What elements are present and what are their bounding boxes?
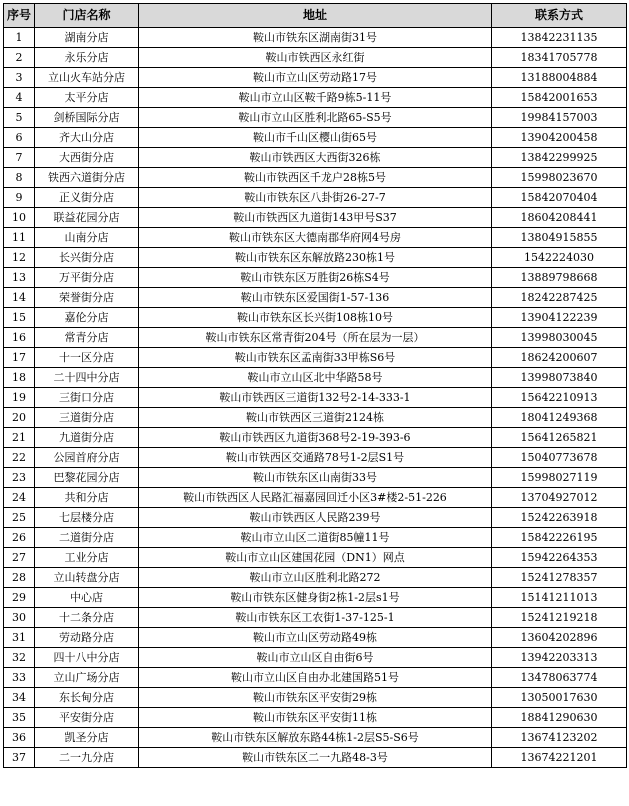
cell-store-name: 工业分店 <box>35 548 139 568</box>
cell-address: 鞍山市铁东区健身街2栋1-2层s1号 <box>139 588 492 608</box>
table-row <box>4 648 627 668</box>
cell-phone: 15842226195 <box>492 528 627 548</box>
cell-no: 36 <box>4 728 35 748</box>
table-row <box>4 328 627 348</box>
cell-address: 鞍山市铁东区大德南郡华府网4号房 <box>139 228 492 248</box>
cell-phone: 15998027119 <box>492 468 627 488</box>
cell-phone: 13942203313 <box>492 648 627 668</box>
cell-no: 23 <box>4 468 35 488</box>
cell-address: 鞍山市铁东区常青街204号（所在层为一层） <box>139 328 492 348</box>
cell-address: 鞍山市铁西区九道街368号2-19-393-6 <box>139 428 492 448</box>
cell-address: 鞍山市铁西区交通路78号1-2层S1号 <box>139 448 492 468</box>
cell-store-name: 山南分店 <box>35 228 139 248</box>
cell-phone: 18624200607 <box>492 348 627 368</box>
cell-address: 鞍山市铁西区三道街132号2-14-333-1 <box>139 388 492 408</box>
cell-address: 鞍山市千山区樱山街65号 <box>139 128 492 148</box>
cell-address: 鞍山市铁东区二一九路48-3号 <box>139 748 492 768</box>
store-table <box>3 3 627 768</box>
cell-phone: 13604202896 <box>492 628 627 648</box>
cell-no: 32 <box>4 648 35 668</box>
cell-address: 鞍山市立山区鞍千路9栋5-11号 <box>139 88 492 108</box>
cell-phone: 13804915855 <box>492 228 627 248</box>
cell-store-name: 二一九分店 <box>35 748 139 768</box>
header-address: 地址 <box>139 4 492 28</box>
table-row <box>4 128 627 148</box>
cell-phone: 15141211013 <box>492 588 627 608</box>
cell-no: 19 <box>4 388 35 408</box>
table-row <box>4 688 627 708</box>
header-no: 序号 <box>4 4 35 28</box>
cell-store-name: 永乐分店 <box>35 48 139 68</box>
cell-store-name: 四十八中分店 <box>35 648 139 668</box>
cell-store-name: 湖南分店 <box>35 28 139 48</box>
cell-address: 鞍山市铁东区万胜街26栋S4号 <box>139 268 492 288</box>
cell-store-name: 劳动路分店 <box>35 628 139 648</box>
cell-phone: 18341705778 <box>492 48 627 68</box>
table-row <box>4 288 627 308</box>
table-row <box>4 188 627 208</box>
table-row <box>4 488 627 508</box>
cell-store-name: 铁西六道街分店 <box>35 168 139 188</box>
cell-store-name: 荣誉街分店 <box>35 288 139 308</box>
cell-no: 9 <box>4 188 35 208</box>
table-row <box>4 308 627 328</box>
cell-store-name: 联益花园分店 <box>35 208 139 228</box>
cell-no: 18 <box>4 368 35 388</box>
cell-address: 鞍山市立山区胜利北路65-S5号 <box>139 108 492 128</box>
cell-phone: 13188004884 <box>492 68 627 88</box>
cell-phone: 15842070404 <box>492 188 627 208</box>
table-row <box>4 268 627 288</box>
cell-address: 鞍山市铁东区平安街11栋 <box>139 708 492 728</box>
cell-store-name: 三街口分店 <box>35 388 139 408</box>
cell-store-name: 十一区分店 <box>35 348 139 368</box>
table-row <box>4 448 627 468</box>
cell-no: 30 <box>4 608 35 628</box>
table-row <box>4 428 627 448</box>
cell-no: 25 <box>4 508 35 528</box>
cell-phone: 13998030045 <box>492 328 627 348</box>
cell-phone: 15241278357 <box>492 568 627 588</box>
cell-no: 27 <box>4 548 35 568</box>
cell-phone: 15242263918 <box>492 508 627 528</box>
cell-store-name: 东长甸分店 <box>35 688 139 708</box>
cell-address: 鞍山市立山区北中华路58号 <box>139 368 492 388</box>
cell-store-name: 立山转盘分店 <box>35 568 139 588</box>
table-row <box>4 548 627 568</box>
cell-phone: 15641265821 <box>492 428 627 448</box>
table-row <box>4 628 627 648</box>
cell-phone: 13842299925 <box>492 148 627 168</box>
cell-store-name: 巴黎花园分店 <box>35 468 139 488</box>
cell-store-name: 大西街分店 <box>35 148 139 168</box>
cell-no: 37 <box>4 748 35 768</box>
cell-no: 33 <box>4 668 35 688</box>
cell-address: 鞍山市立山区建国花园（DN1）网点 <box>139 548 492 568</box>
cell-phone: 15842001653 <box>492 88 627 108</box>
cell-address: 鞍山市铁东区爱国街1-57-136 <box>139 288 492 308</box>
cell-no: 14 <box>4 288 35 308</box>
cell-no: 2 <box>4 48 35 68</box>
table-row <box>4 728 627 748</box>
cell-phone: 15998023670 <box>492 168 627 188</box>
cell-phone: 13889798668 <box>492 268 627 288</box>
cell-phone: 15942264353 <box>492 548 627 568</box>
table-row <box>4 588 627 608</box>
cell-phone: 13674123202 <box>492 728 627 748</box>
cell-no: 12 <box>4 248 35 268</box>
header-name: 门店名称 <box>35 4 139 28</box>
cell-no: 8 <box>4 168 35 188</box>
cell-store-name: 二十四中分店 <box>35 368 139 388</box>
cell-store-name: 共和分店 <box>35 488 139 508</box>
table-row <box>4 528 627 548</box>
cell-no: 13 <box>4 268 35 288</box>
cell-phone: 15040773678 <box>492 448 627 468</box>
cell-store-name: 常青分店 <box>35 328 139 348</box>
cell-phone: 13904200458 <box>492 128 627 148</box>
cell-no: 22 <box>4 448 35 468</box>
table-row <box>4 208 627 228</box>
table-row <box>4 388 627 408</box>
cell-no: 16 <box>4 328 35 348</box>
table-row <box>4 168 627 188</box>
cell-no: 7 <box>4 148 35 168</box>
cell-phone: 15642210913 <box>492 388 627 408</box>
table-row <box>4 368 627 388</box>
cell-phone: 13050017630 <box>492 688 627 708</box>
table-row <box>4 508 627 528</box>
cell-phone: 1542224030 <box>492 248 627 268</box>
cell-address: 鞍山市铁东区八卦街26-27-7 <box>139 188 492 208</box>
cell-phone: 13904122239 <box>492 308 627 328</box>
cell-store-name: 二道街分店 <box>35 528 139 548</box>
cell-no: 24 <box>4 488 35 508</box>
cell-address: 鞍山市立山区劳动路17号 <box>139 68 492 88</box>
cell-phone: 18604208441 <box>492 208 627 228</box>
cell-address: 鞍山市铁东区山南街33号 <box>139 468 492 488</box>
cell-address: 鞍山市立山区劳动路49栋 <box>139 628 492 648</box>
cell-no: 6 <box>4 128 35 148</box>
table-row <box>4 228 627 248</box>
cell-no: 10 <box>4 208 35 228</box>
cell-no: 31 <box>4 628 35 648</box>
cell-store-name: 太平分店 <box>35 88 139 108</box>
cell-address: 鞍山市铁西区千龙户28栋5号 <box>139 168 492 188</box>
cell-store-name: 剑桥国际分店 <box>35 108 139 128</box>
cell-store-name: 平安街分店 <box>35 708 139 728</box>
table-row <box>4 248 627 268</box>
table-row <box>4 148 627 168</box>
table-header-row <box>4 4 627 28</box>
cell-phone: 13842231135 <box>492 28 627 48</box>
cell-no: 28 <box>4 568 35 588</box>
cell-store-name: 三道街分店 <box>35 408 139 428</box>
cell-phone: 19984157003 <box>492 108 627 128</box>
table-row <box>4 468 627 488</box>
table-row <box>4 568 627 588</box>
store-list-document <box>3 3 627 768</box>
cell-address: 鞍山市铁西区三道街2124栋 <box>139 408 492 428</box>
cell-phone: 15241219218 <box>492 608 627 628</box>
cell-store-name: 齐大山分店 <box>35 128 139 148</box>
cell-phone: 13674221201 <box>492 748 627 768</box>
cell-no: 4 <box>4 88 35 108</box>
cell-address: 鞍山市铁西区九道街143甲号S37 <box>139 208 492 228</box>
cell-no: 26 <box>4 528 35 548</box>
table-row <box>4 708 627 728</box>
cell-address: 鞍山市铁东区平安街29栋 <box>139 688 492 708</box>
table-row <box>4 348 627 368</box>
cell-store-name: 凯圣分店 <box>35 728 139 748</box>
cell-phone: 18841290630 <box>492 708 627 728</box>
cell-address: 鞍山市铁东区东解放路230栋1号 <box>139 248 492 268</box>
cell-address: 鞍山市铁东区解放东路44栋1-2层S5-S6号 <box>139 728 492 748</box>
table-row <box>4 748 627 768</box>
cell-store-name: 七层楼分店 <box>35 508 139 528</box>
cell-store-name: 长兴街分店 <box>35 248 139 268</box>
cell-no: 35 <box>4 708 35 728</box>
cell-store-name: 万平街分店 <box>35 268 139 288</box>
cell-address: 鞍山市铁东区长兴街108栋10号 <box>139 308 492 328</box>
cell-address: 鞍山市立山区自由街6号 <box>139 648 492 668</box>
table-row <box>4 668 627 688</box>
cell-no: 34 <box>4 688 35 708</box>
table-row <box>4 28 627 48</box>
table-row <box>4 108 627 128</box>
table-row <box>4 608 627 628</box>
cell-address: 鞍山市铁西区人民路汇福嘉园回迁小区3#楼2-51-226 <box>139 488 492 508</box>
cell-phone: 13998073840 <box>492 368 627 388</box>
cell-no: 20 <box>4 408 35 428</box>
cell-address: 鞍山市立山区自由办北建国路51号 <box>139 668 492 688</box>
cell-no: 17 <box>4 348 35 368</box>
cell-store-name: 立山广场分店 <box>35 668 139 688</box>
cell-no: 29 <box>4 588 35 608</box>
cell-address: 鞍山市铁东区工农街1-37-125-1 <box>139 608 492 628</box>
cell-no: 11 <box>4 228 35 248</box>
cell-phone: 18242287425 <box>492 288 627 308</box>
table-row <box>4 408 627 428</box>
table-body <box>4 28 627 768</box>
cell-address: 鞍山市立山区二道街85幢11号 <box>139 528 492 548</box>
cell-store-name: 立山火车站分店 <box>35 68 139 88</box>
cell-no: 5 <box>4 108 35 128</box>
cell-no: 1 <box>4 28 35 48</box>
table-row <box>4 88 627 108</box>
cell-store-name: 十二条分店 <box>35 608 139 628</box>
cell-address: 鞍山市铁西区永红街 <box>139 48 492 68</box>
cell-store-name: 九道街分店 <box>35 428 139 448</box>
cell-store-name: 中心店 <box>35 588 139 608</box>
header-phone: 联系方式 <box>492 4 627 28</box>
cell-address: 鞍山市铁西区大西街326栋 <box>139 148 492 168</box>
cell-address: 鞍山市立山区胜利北路272 <box>139 568 492 588</box>
cell-store-name: 正义街分店 <box>35 188 139 208</box>
table-row <box>4 68 627 88</box>
cell-no: 15 <box>4 308 35 328</box>
cell-address: 鞍山市铁东区湖南街31号 <box>139 28 492 48</box>
cell-store-name: 公园首府分店 <box>35 448 139 468</box>
cell-store-name: 嘉伦分店 <box>35 308 139 328</box>
cell-phone: 13478063774 <box>492 668 627 688</box>
cell-phone: 13704927012 <box>492 488 627 508</box>
table-row <box>4 48 627 68</box>
cell-phone: 18041249368 <box>492 408 627 428</box>
cell-no: 21 <box>4 428 35 448</box>
cell-no: 3 <box>4 68 35 88</box>
cell-address: 鞍山市铁西区人民路239号 <box>139 508 492 528</box>
cell-address: 鞍山市铁东区孟南街33甲栋S6号 <box>139 348 492 368</box>
